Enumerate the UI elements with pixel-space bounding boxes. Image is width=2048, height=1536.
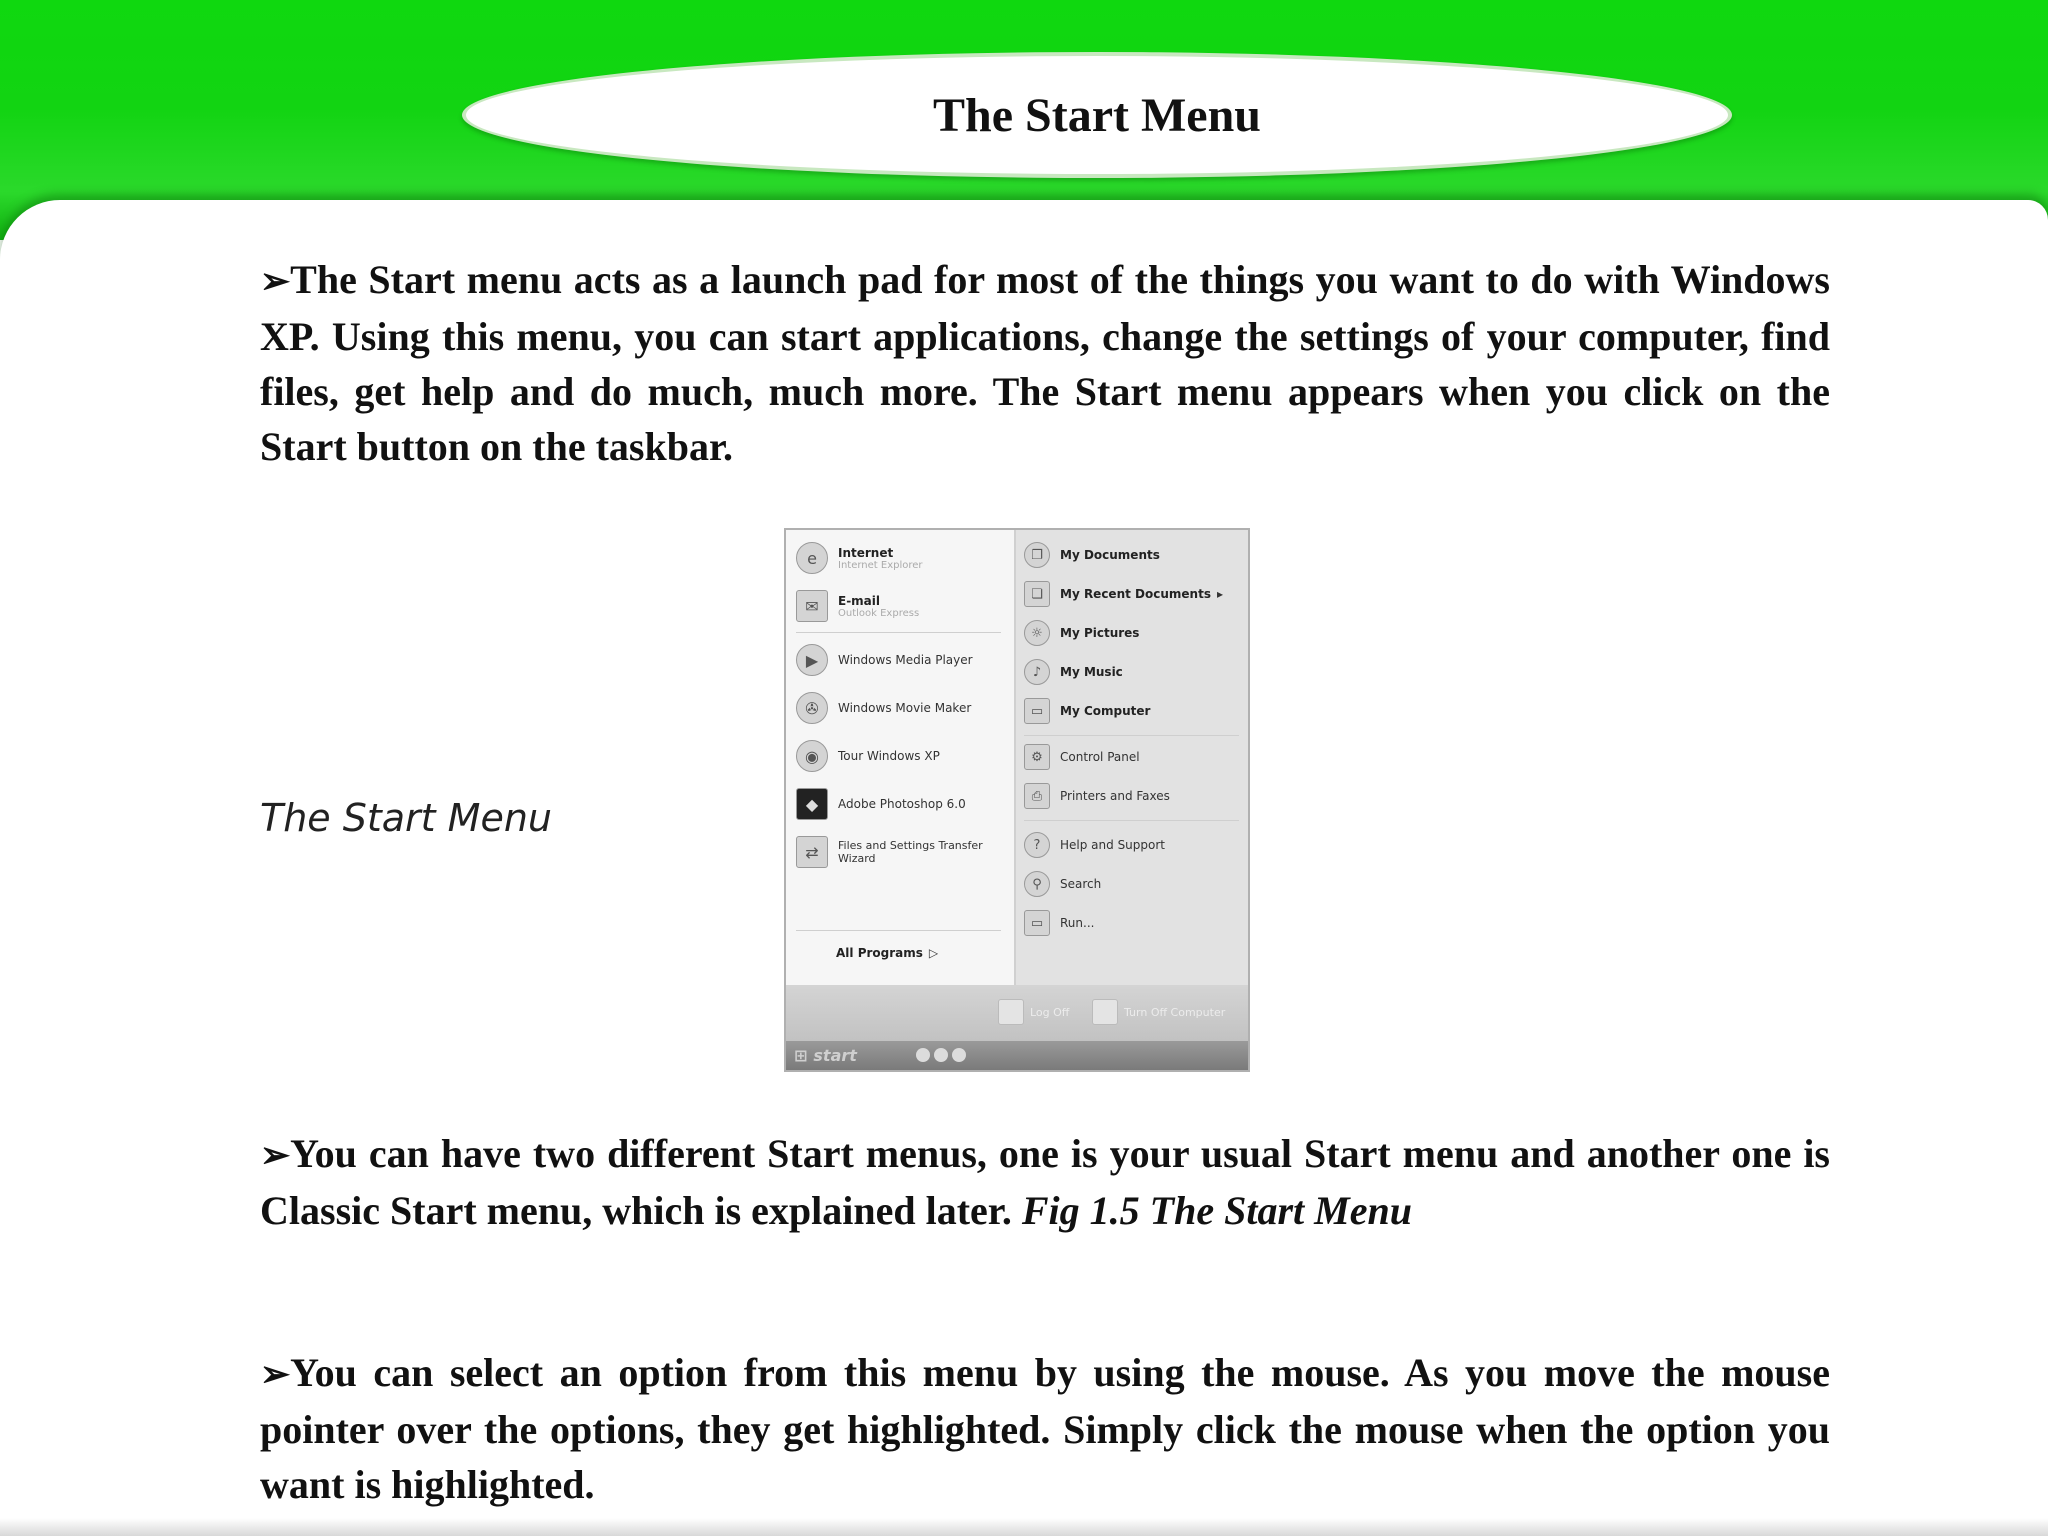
bullet-arrow-icon: ➢ — [260, 1354, 291, 1394]
start-menu-right-pane — [1016, 530, 1248, 985]
paragraph-3-text: You can select an option from this menu by using the mouse. As you move the mouse pointer over the options, they get highlighted. Simply click the mouse when the option you want is highlighted. — [260, 1350, 1830, 1507]
search-icon: ⚲ — [1024, 871, 1050, 897]
menu-item-run[interactable]: ▭ Run... — [1024, 910, 1094, 936]
menu-item-internet[interactable]: e Internet Internet Explorer — [796, 542, 923, 574]
menu-item-email[interactable]: ✉ E-mail Outlook Express — [796, 590, 919, 622]
paragraph-2-text: You can have two different Start menus, one is your usual Start menu and another one is Classic Start menu, which is explained later. — [260, 1131, 1830, 1233]
quick-launch-icon[interactable] — [952, 1048, 966, 1062]
separator — [1024, 735, 1239, 736]
tour-icon: ◉ — [796, 740, 828, 772]
start-button[interactable]: ⊞ start — [794, 1046, 857, 1065]
menu-item-help[interactable]: ? Help and Support — [1024, 832, 1165, 858]
photoshop-icon: ◆ — [796, 788, 828, 820]
run-icon: ▭ — [1024, 910, 1050, 936]
quick-launch-icon[interactable] — [934, 1048, 948, 1062]
menu-item-tour[interactable]: ◉ Tour Windows XP — [796, 740, 940, 772]
menu-item-my-pictures[interactable]: ☼ My Pictures — [1024, 620, 1139, 646]
computer-icon: ▭ — [1024, 698, 1050, 724]
menu-item-transfer-wizard[interactable]: ⇄ Files and Settings Transfer Wizard — [796, 836, 1001, 868]
start-menu-left-pane — [786, 530, 1016, 985]
email-icon: ✉ — [796, 590, 828, 622]
play-arrow-icon: ▷ — [928, 946, 939, 960]
movie-maker-icon: ✇ — [796, 692, 828, 724]
log-off-button[interactable]: Log Off — [998, 997, 1069, 1027]
menu-item-control-panel[interactable]: ⚙ Control Panel — [1024, 744, 1140, 770]
menu-item-my-computer[interactable]: ▭ My Computer — [1024, 698, 1150, 724]
power-icon — [1092, 999, 1118, 1025]
bottom-strip — [0, 1518, 2048, 1536]
menu-item-search[interactable]: ⚲ Search — [1024, 871, 1101, 897]
internet-explorer-icon: e — [796, 542, 828, 574]
log-off-icon — [998, 999, 1024, 1025]
menu-item-movie-maker[interactable]: ✇ Windows Movie Maker — [796, 692, 971, 724]
paragraph-1 — [260, 252, 1830, 474]
help-icon: ? — [1024, 832, 1050, 858]
menu-item-recent-documents[interactable]: ❏ My Recent Documents ▸ — [1024, 581, 1223, 607]
separator — [796, 930, 1001, 931]
paragraph-3 — [260, 1345, 1830, 1512]
control-panel-icon: ⚙ — [1024, 744, 1050, 770]
menu-item-photoshop[interactable]: ◆ Adobe Photoshop 6.0 — [796, 788, 966, 820]
menu-item-my-music[interactable]: ♪ My Music — [1024, 659, 1123, 685]
separator — [796, 632, 1001, 633]
transfer-wizard-icon: ⇄ — [796, 836, 828, 868]
start-menu-footer — [786, 985, 1248, 1041]
title-banner — [462, 52, 1732, 178]
menu-item-my-documents[interactable]: ❐ My Documents — [1024, 542, 1160, 568]
recent-documents-icon: ❏ — [1024, 581, 1050, 607]
menu-item-printers[interactable]: ⎙ Printers and Faxes — [1024, 783, 1170, 809]
menu-item-media-player[interactable]: ▶ Windows Media Player — [796, 644, 973, 676]
separator — [1024, 820, 1239, 821]
turn-off-button[interactable]: Turn Off Computer — [1092, 997, 1225, 1027]
slide-title: The Start Menu — [933, 88, 1261, 142]
taskbar — [786, 1041, 1248, 1070]
music-icon: ♪ — [1024, 659, 1050, 685]
figure-reference: Fig 1.5 The Start Menu — [1021, 1188, 1412, 1233]
documents-icon: ❐ — [1024, 542, 1050, 568]
paragraph-2 — [260, 1126, 1830, 1238]
paragraph-1-text: The Start menu acts as a launch pad for most of the things you want to do with Windows XP. Using this menu, you can start applications, change the settings of your computer, find files, get help and do much, much more. The Start menu appears when you click on the Start button on the taskbar. — [260, 257, 1830, 469]
figure-caption: The Start Menu — [260, 796, 552, 840]
quick-launch-icon[interactable] — [916, 1048, 930, 1062]
media-player-icon: ▶ — [796, 644, 828, 676]
printer-icon: ⎙ — [1024, 783, 1050, 809]
windows-logo-icon: ⊞ — [794, 1046, 808, 1065]
start-menu-screenshot — [784, 528, 1250, 1072]
bullet-arrow-icon: ➢ — [260, 1135, 291, 1175]
quick-launch-tray — [916, 1048, 966, 1062]
submenu-arrow-icon: ▸ — [1216, 587, 1223, 601]
all-programs-button[interactable]: All Programs ▷ — [836, 946, 939, 960]
pictures-icon: ☼ — [1024, 620, 1050, 646]
bullet-arrow-icon: ➢ — [260, 261, 291, 301]
